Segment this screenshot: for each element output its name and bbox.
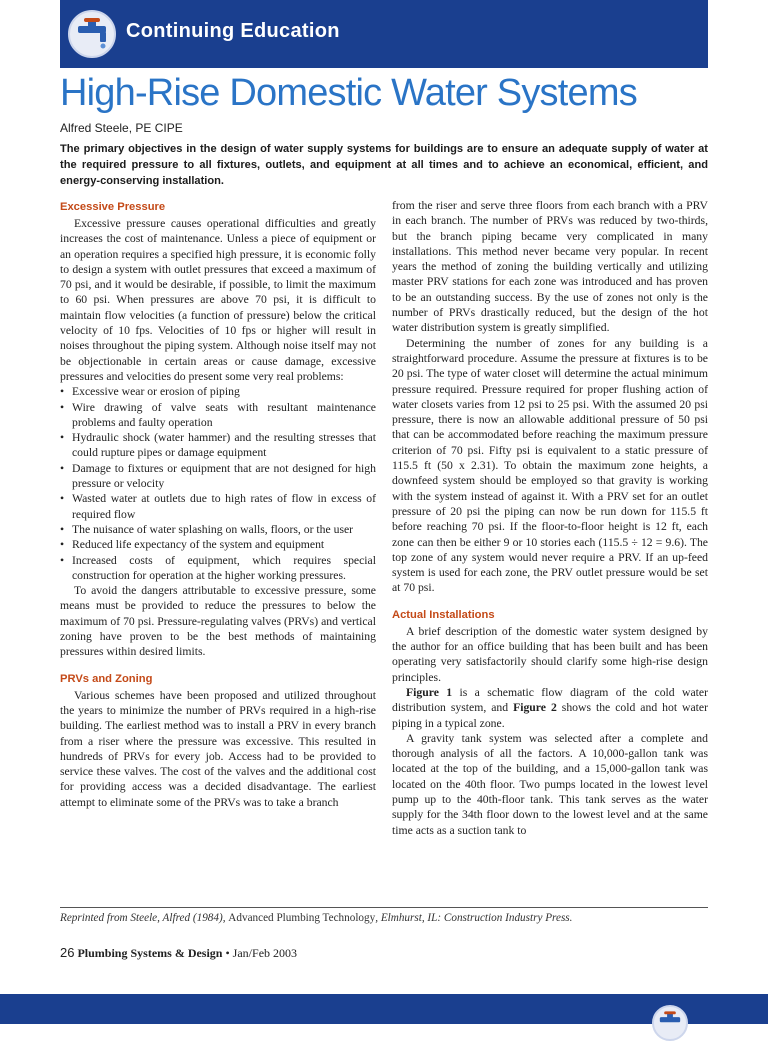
list-item: • Wire drawing of valve seats with resultant maintenance problems and faulty operation bbox=[60, 400, 376, 431]
page-number: 26 bbox=[60, 945, 75, 960]
issue-date: • Jan/Feb 2003 bbox=[225, 946, 298, 960]
magazine-name: Plumbing Systems & Design bbox=[77, 946, 223, 960]
page-footer bbox=[60, 945, 297, 961]
paragraph: A brief description of the domestic water system designed by the author for an office building that has been built and has been operating very satisfactorily should clarify some high-rise design principles. bbox=[392, 624, 708, 684]
credit-tail: , Elmhurst, IL: Construction Industry Press. bbox=[375, 912, 573, 924]
paragraph-text: shows the cold and hot water piping in a typical zone. bbox=[392, 701, 708, 730]
credit-book-title: Advanced Plumbing Technology bbox=[228, 912, 376, 924]
paragraph bbox=[392, 685, 708, 731]
paragraph-text: is a schematic flow diagram of the cold water distribution system, and bbox=[392, 685, 708, 715]
left-column bbox=[60, 198, 376, 810]
heading-actual-installations: Actual Installations bbox=[392, 608, 495, 621]
paragraph: from the riser and serve three floors from each branch with a PRV in each branch. The number of PRVs was reduced by two-thirds, but the branch piping became very complicated in many installations. This method never became very popular. In recent years the method of zoning the building vertically and utilizing master PRV stations for each zone was introduced and has proven to be an outstanding success. By the use of zones not only is the number of PRVs drastically reduced, but the design of the hot water distribution system is greatly simplified. bbox=[392, 199, 708, 335]
heading-excessive-pressure: Excessive Pressure bbox=[60, 201, 166, 213]
paragraph: Various schemes have been proposed and utilized throughout the years to minimize the number of PRVs required in a high-rise building. The earliest method was to install a PRV in every branch from a riser where the pressure was excessive. This resulted in hundreds of PRVs for every job. Access had to be provided to service these valves. The cost of the valves and the additional cost for providing access was a decided disadvantage. The earliest attempt to eliminate some of the PRVs was to take a branch bbox=[60, 688, 376, 809]
list-item: • Increased costs of equipment, which requires special construction for operation at the higher working pressures. bbox=[60, 553, 376, 584]
reprint-credit bbox=[60, 912, 572, 924]
paragraph: To avoid the dangers attributable to excessive pressure, some means must be provided to reduce the pressures to below the maximum of 70 psi. Pressure-regulating valves (PRVs) and vertical zoning have proven to be the best methods of maintaining pressures within desired limits. bbox=[60, 584, 376, 659]
figure-2-reference: Figure 2 bbox=[513, 701, 557, 715]
heading-prvs-and-zoning: PRVs and Zoning bbox=[60, 672, 153, 685]
problem-list bbox=[60, 384, 376, 583]
paragraph: A gravity tank system was selected after a complete and thorough analysis of all the factors. A 10,000-gallon tank was located at the top of the building, and a 15,000-gallon tank was located on the 40th floor. Two pumps located in the lowest level pump up to the 40th-floor tank. This tank serves as the water supply for the 34th floor down to the lowest level and at the same time acts as a suction tank to bbox=[392, 731, 708, 837]
faucet-logo-icon bbox=[68, 10, 116, 58]
right-column bbox=[392, 198, 708, 838]
list-item: • Hydraulic shock (water hammer) and the resulting stresses that could rupture pipes or damage equipment bbox=[60, 430, 376, 461]
section-title: Continuing Education bbox=[126, 20, 340, 42]
article-title: High-Rise Domestic Water Systems bbox=[60, 72, 637, 114]
list-item: • Reduced life expectancy of the system and equipment bbox=[60, 537, 376, 552]
paragraph: Excessive pressure causes operational difficulties and greatly increases the cost of maintenance. Unless a piece of equipment or an operation requires a specified high pressure, it is economic folly to design a system with outlet pressures that exceed a maximum of 70 psi, and it would be desirable, if possible, to limit the maximum to 60 psi. When pressures are above 70 psi, it is difficult to maintain flow velocities (a function of pressure) below the critical velocity of 10 fps. Velocities of 10 fps or higher will result in noises throughout the piping system. Although noise itself may not be objectionable in certain areas or cause damage, excessive pressures and velocities do present some very real problems: bbox=[60, 217, 376, 383]
divider bbox=[60, 907, 708, 908]
list-item: • Excessive wear or erosion of piping bbox=[60, 384, 376, 399]
list-item: • Damage to fixtures or equipment that are not designed for high pressure or velocity bbox=[60, 461, 376, 492]
faucet-logo-icon bbox=[652, 1005, 688, 1041]
section-banner bbox=[60, 0, 708, 68]
list-item: • Wasted water at outlets due to high rates of flow in excess of required flow bbox=[60, 491, 376, 522]
credit-lead: Reprinted from Steele, Alfred (1984), bbox=[60, 912, 229, 924]
article-author: Alfred Steele, PE CIPE bbox=[60, 121, 183, 135]
figure-1-reference: Figure 1 bbox=[406, 685, 453, 699]
paragraph: Determining the number of zones for any building is a straightforward procedure. Assume the pressure at fixtures is to be 20 psi. The type of water closet will determine the actual minimum pressure required. Pressure required for proper flushing action of water closets varies from 12 psi to 25 psi. With the assumed 20 psi pressure, there is now an allowable additional pressure of 50 psi that can be accommodated before reaching the maximum pressure criterion of 70 psi. Fifty psi is equivalent to a static pressure of 115.5 ft (50 x 2.31). To obtain the maximum zone heights, a downfeed system should be employed so that gravity is working with the system instead of against it. With a PRV set for an outlet pressure of 20 psi the piping can now be run down for 115.5 ft before reaching 70 psi. If the floor-to-floor height is 12 ft, each zone can then be either 9 or 10 stories each (115.5 ÷ 12 = 9.6). The top zone of any system would never require a PRV. If an up-feed system is used for each zone, the PRV outlet pressure would be set at 70 psi. bbox=[392, 336, 708, 595]
list-item: • The nuisance of water splashing on walls, floors, or the user bbox=[60, 522, 376, 537]
article-abstract: The primary objectives in the design of water supply systems for buildings are to ensure an adequate supply of water at the required pressure to all fixtures, outlets, and equipment at all times and to achieve an economical, efficient, and energy-conserving installation. bbox=[60, 143, 708, 187]
